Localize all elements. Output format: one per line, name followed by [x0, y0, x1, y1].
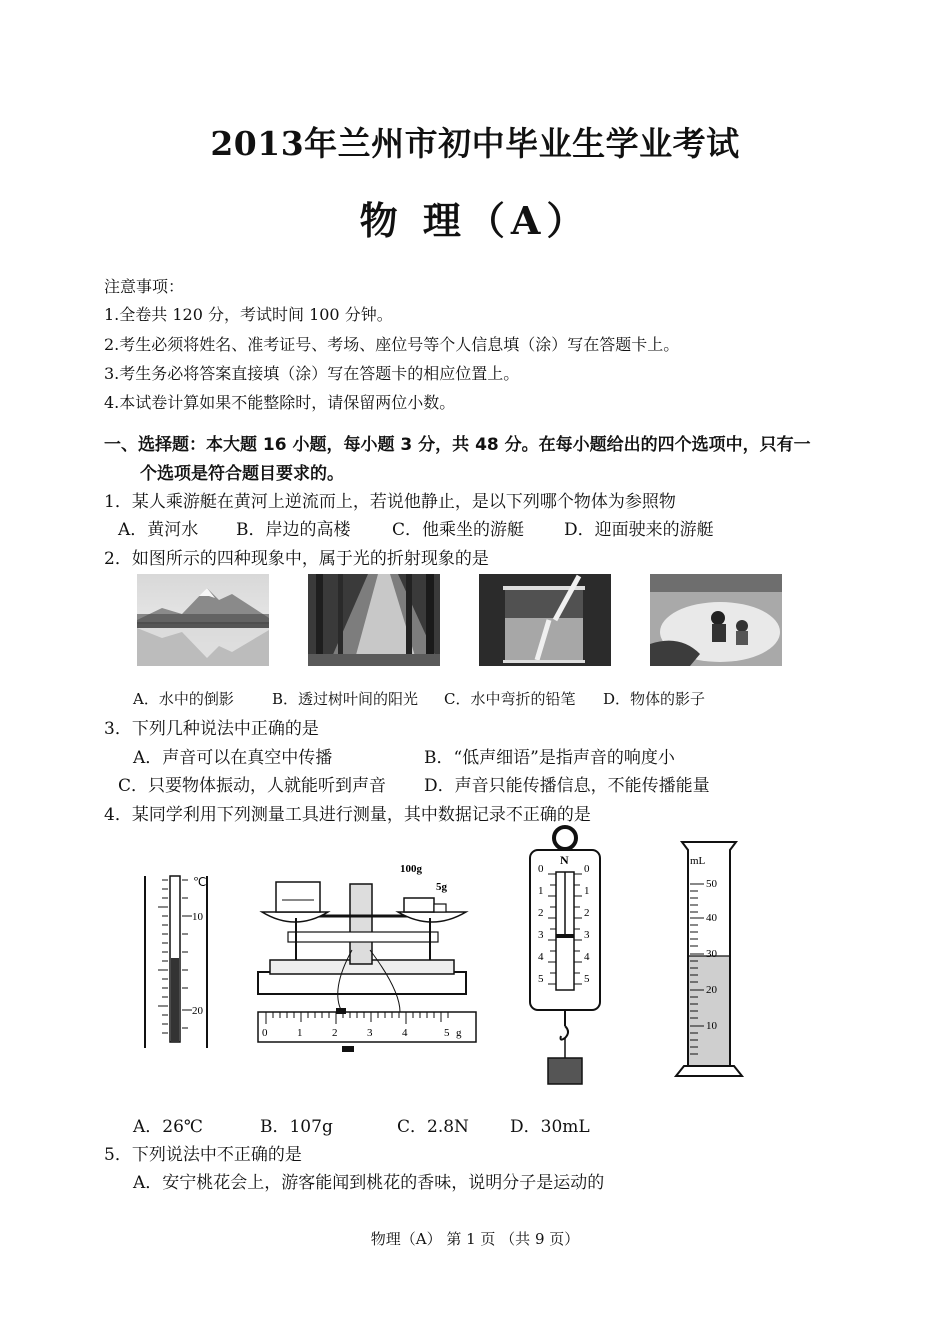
q1-option-d: D．迎面驶来的游艇 [564, 520, 714, 540]
question-4-stem: 4．某同学利用下列测量工具进行测量，其中数据记录不正确的是 [104, 805, 591, 825]
q2-option-d: D．物体的影子 [603, 690, 706, 708]
question-3-stem: 3．下列几种说法中正确的是 [104, 719, 319, 739]
cylinder-tick: 20 [706, 984, 717, 996]
q4-option-a: A．26℃ [133, 1117, 203, 1137]
balance-figure [258, 863, 476, 1052]
q2-option-c: C．水中弯折的铅笔 [444, 690, 576, 708]
rider-tick: 3 [367, 1027, 373, 1039]
q5-option-a: A．安宁桃花会上，游客能闻到桃花的香味，说明分子是运动的 [133, 1173, 605, 1193]
exam-subject: 物 理（A） [359, 198, 591, 243]
q1-option-c: C．他乘坐的游艇 [392, 520, 525, 540]
q3-option-d: D．声音只能传播信息，不能传播能量 [424, 776, 710, 796]
page-footer: 物理（A） 第 1 页 （共 9 页） [370, 1230, 580, 1248]
spring-tick-left: 1 [538, 885, 544, 897]
thermometer-unit: ℃ [193, 875, 207, 889]
photo-mountain-reflection [137, 574, 269, 666]
note-item: 2.考生必须将姓名、准考证号、考场、座位号等个人信息填（涂）写在答题卡上。 [104, 335, 680, 354]
thermometer-tick: 10 [192, 911, 203, 923]
q3-option-c: C．只要物体振动，人就能听到声音 [118, 776, 387, 796]
q4-option-c: C．2.8N [397, 1117, 469, 1137]
photo-forest-sunlight [308, 574, 440, 666]
rider-tick: 0 [262, 1027, 268, 1039]
photo-shadows [650, 574, 782, 666]
rider-tick: 1 [297, 1027, 303, 1039]
q3-option-b: B．“低声细语”是指声音的响度小 [424, 748, 675, 768]
spring-tick-left: 4 [538, 951, 544, 963]
spring-scale-unit: N [560, 853, 569, 867]
spring-scale-figure [530, 827, 600, 1084]
balance-weight-small: 5g [436, 881, 447, 893]
spring-tick-right: 0 [584, 863, 590, 875]
note-item: 4.本试卷计算如果不能整除时，请保留两位小数。 [104, 393, 456, 412]
rider-tick: 5 [444, 1027, 450, 1039]
section-heading-cont: 个选项是符合题目要求的。 [140, 464, 344, 484]
question-2-stem: 2．如图所示的四种现象中，属于光的折射现象的是 [104, 549, 489, 569]
q2-option-a: A．水中的倒影 [133, 690, 234, 708]
spring-tick-right: 1 [584, 885, 590, 897]
thermometer-tick: 20 [192, 1005, 203, 1017]
note-item: 1.全卷共 120 分，考试时间 100 分钟。 [104, 305, 393, 324]
notes-heading: 注意事项： [104, 277, 185, 296]
q2-option-b: B．透过树叶间的阳光 [272, 690, 419, 708]
section-heading: 一、选择题：本大题 16 小题，每小题 3 分，共 48 分。在每小题给出的四个选项中，只有一 [104, 435, 811, 455]
question-1-stem: 1．某人乘游艇在黄河上逆流而上，若说他静止，是以下列哪个物体为参照物 [104, 492, 676, 512]
measuring-cylinder-figure [676, 842, 742, 1076]
spring-tick-right: 2 [584, 907, 590, 919]
spring-tick-left: 3 [538, 929, 544, 941]
cylinder-tick: 50 [706, 878, 717, 890]
rider-tick: 4 [402, 1027, 408, 1039]
spring-tick-left: 5 [538, 973, 544, 985]
note-item: 3.考生务必将答案直接填（涂）写在答题卡的相应位置上。 [104, 364, 520, 383]
cylinder-tick: 30 [706, 948, 717, 960]
question-5-stem: 5．下列说法中不正确的是 [104, 1145, 302, 1165]
cylinder-unit: mL [690, 855, 706, 867]
cylinder-tick: 40 [706, 912, 717, 924]
q1-option-a: A．黄河水 [118, 520, 199, 540]
q4-option-d: D．30mL [510, 1117, 590, 1137]
spring-tick-left: 0 [538, 863, 544, 875]
rider-tick: 2 [332, 1027, 338, 1039]
spring-tick-right: 4 [584, 951, 590, 963]
spring-tick-left: 2 [538, 907, 544, 919]
q4-option-b: B．107g [260, 1117, 333, 1137]
exam-title: 2013年兰州市初中毕业生学业考试 [210, 124, 740, 163]
q1-option-b: B．岸边的高楼 [236, 520, 351, 540]
measuring-tools-figure [0, 820, 950, 1100]
balance-weight-big: 100g [400, 863, 422, 875]
cylinder-tick: 10 [706, 1020, 717, 1032]
photo-pencil-in-water [479, 574, 611, 666]
thermometer-figure [145, 875, 207, 1048]
q3-option-a: A．声音可以在真空中传播 [133, 748, 333, 768]
spring-tick-right: 5 [584, 973, 590, 985]
spring-tick-right: 3 [584, 929, 590, 941]
rider-unit: g [456, 1027, 462, 1039]
